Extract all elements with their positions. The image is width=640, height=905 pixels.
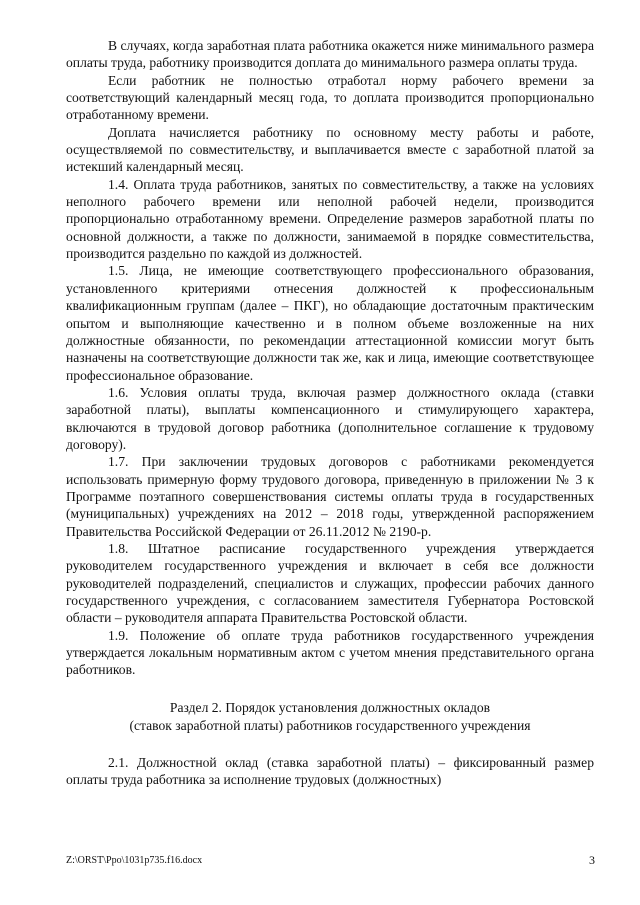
page-number: 3 <box>589 853 595 867</box>
paragraph-1-6: 1.6. Условия оплаты труда, включая размер должностного оклада (ставки заработной платы), выплаты компенсационного и стимулирующего характера, включаются в трудовой договор работника (дополнительное соглашение к трудовому договору). <box>66 384 594 452</box>
footer-file-path: Z:\ORST\Ppo\1031p735.f16.docx <box>66 855 203 866</box>
section-2-heading-line-2: (ставок заработной платы) работников государственного учреждения <box>129 717 531 733</box>
paragraph-1-9: 1.9. Положение об оплате труда работников государственного учреждения утверждается локальным нормативным актом с учетом мнения представительного органа работников. <box>66 627 594 678</box>
section-2-heading-line-1: Раздел 2. Порядок установления должностных окладов <box>169 699 491 715</box>
paragraph-minimum-wage-supplement: В случаях, когда заработная плата работника окажется ниже минимального размера оплаты труда, работнику производится доплата до минимального размера оплаты труда. <box>66 38 594 71</box>
section-2-heading <box>66 699 594 735</box>
paragraph-incomplete-norm: Если работник не полностью отработал норму рабочего времени за соответствующий календарный месяц года, то доплата производится пропорционально отработанному времени. <box>66 72 594 123</box>
paragraph-1-4: 1.4. Оплата труда работников, занятых по совместительству, а также на условиях неполного рабочего времени или неполной рабочей недели, производится пропорционально отработанному времени. Определение размеров заработной платы по основной должности, а также по должности, занимаемой в порядке совместительства, производится раздельно по каждой из должностей. <box>66 176 594 262</box>
paragraph-2-1: 2.1. Должностной оклад (ставка заработной платы) – фиксированный размер оплаты труда работника за исполнение трудовых (должностных) <box>66 754 594 788</box>
paragraph-1-5: 1.5. Лица, не имеющие соответствующего профессионального образования, установленного критериями отнесения должностей к профессиональным квалификационным группам (далее – ПКГ), но обладающие достаточным практическим опытом и выполняющие качественно и в полном объеме возложенные на них должностные обязанности, по рекомендации аттестационной комиссии могут быть назначены на соответствующие должности так же, как и лица, имеющие соответствующее профессиональное образование. <box>66 263 594 383</box>
paragraph-1-8: 1.8. Штатное расписание государственного учреждения утверждается руководителем государственного учреждения и включает в себя все должности руководителей подразделений, специалистов и служащих, профессии рабочих данного государственного учреждения, с согласованием заместителя Губернатора Ростовской области – руководителя аппарата Правительства Ростовской области. <box>66 540 594 626</box>
paragraph-supplement-accrual: Доплата начисляется работнику по основному месту работы и работе, осуществляемой по совместительству, и выплачивается вместе с заработной платой за истекший календарный месяц. <box>66 124 594 175</box>
document-body <box>66 37 594 788</box>
paragraph-1-7: 1.7. При заключении трудовых договоров с работниками рекомендуется использовать примерную форму трудового договора, приведенную в приложении № 3 к Программе поэтапного совершенствования системы оплаты труда в государственных (муниципальных) учреждениях на 2012 – 2018 годы, утвержденной распоряжением Правительства Российской Федерации от 26.11.2012 № 2190-р. <box>66 454 594 539</box>
